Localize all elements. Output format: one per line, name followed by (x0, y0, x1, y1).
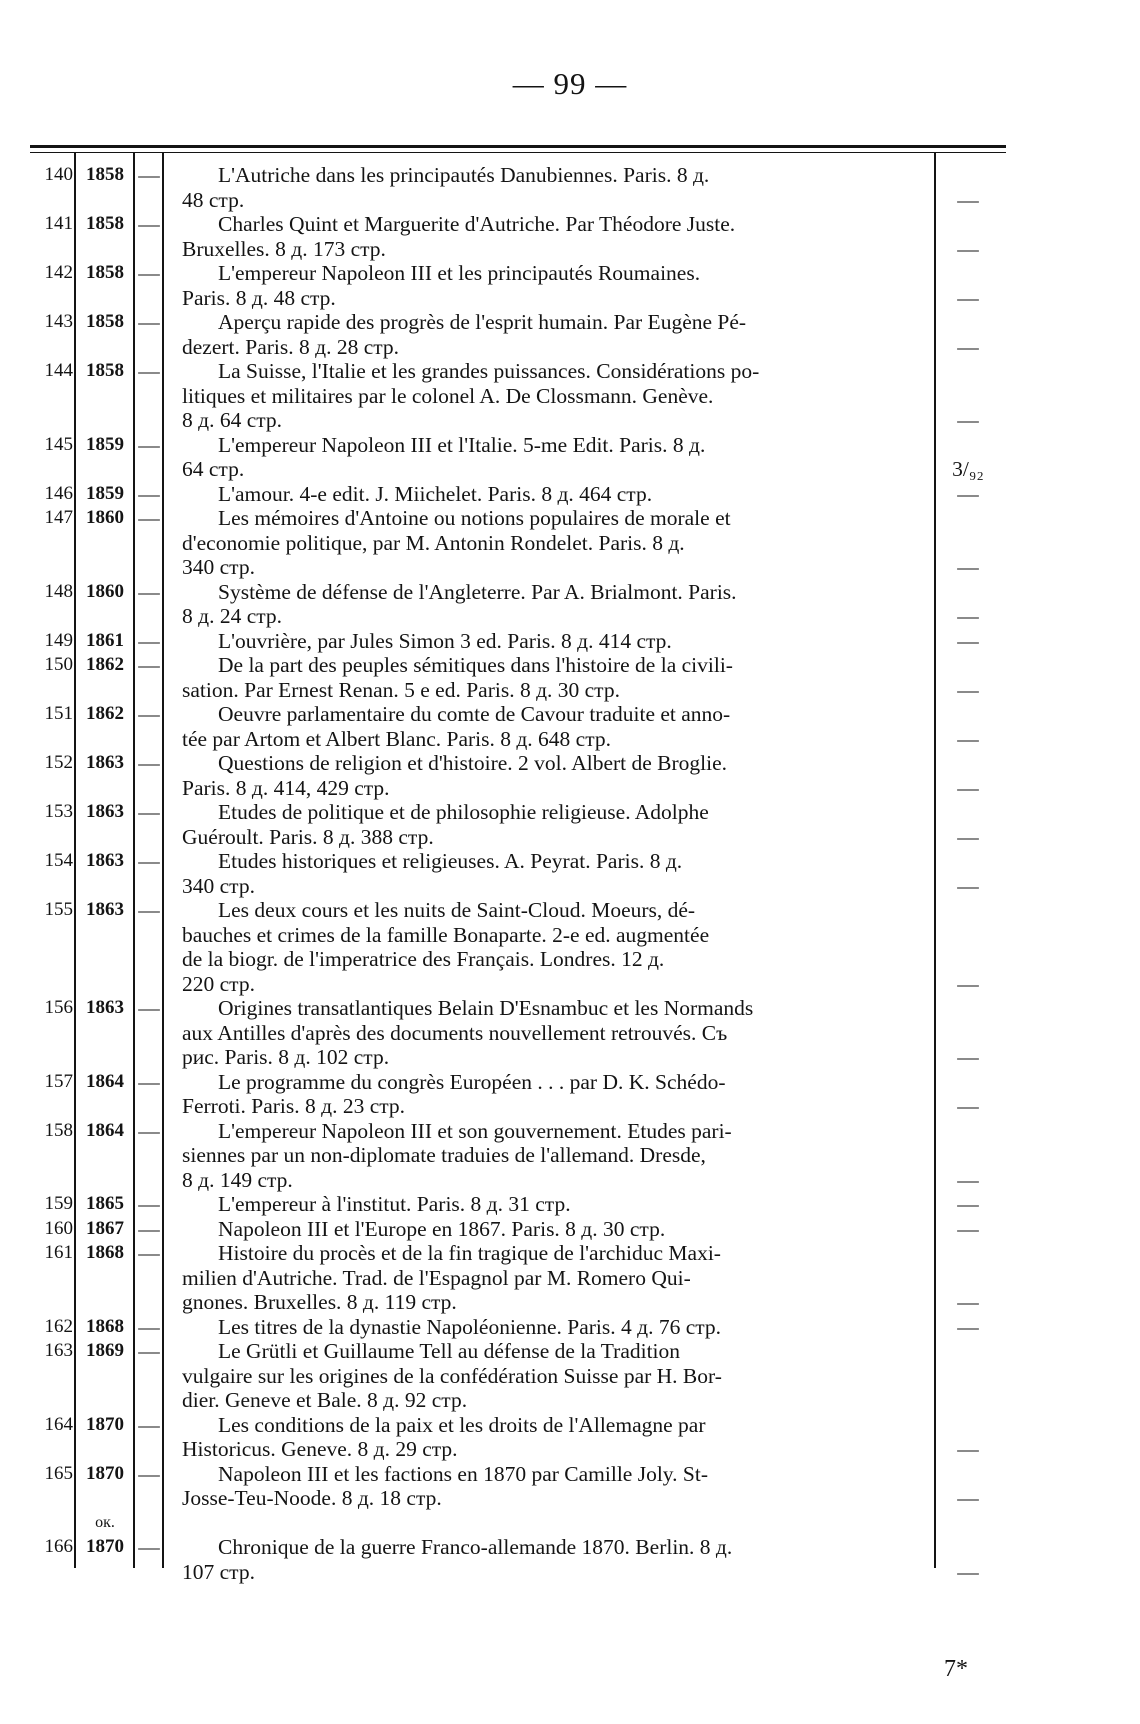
catalog-entry (0, 1339, 1140, 1413)
entry-text-line: рис. Paris. 8 д. 102 стр. (182, 1045, 390, 1069)
entry-number: 142 (44, 262, 73, 283)
entry-mark: — (957, 775, 979, 800)
entry-dash: — (138, 849, 160, 873)
entry-number: 164 (44, 1413, 73, 1435)
entry-text-line: 48 стр. (182, 187, 245, 212)
entry-year: 1864 (86, 1070, 124, 1092)
catalog-entry (0, 1462, 1140, 1511)
entry-dash: — (138, 628, 160, 653)
entry-text-line: Bruxelles. 8 д. 173 стр. (182, 236, 386, 261)
entry-text-line: Les titres de la dynastie Napoléonienne. Paris. 4 д. 76 стр. (218, 1314, 722, 1339)
entry-year: 1858 (86, 262, 124, 283)
catalog-entry (0, 482, 1140, 507)
entry-mark: — (957, 236, 979, 261)
entry-mark: — (957, 1290, 979, 1314)
entry-text-line: 340 стр. (182, 555, 255, 579)
catalog-entry (0, 1315, 1140, 1340)
entry-dash: — (138, 506, 160, 530)
entry-year: 1858 (86, 311, 124, 332)
catalog-entry (0, 506, 1140, 580)
entry-text-line: 8 д. 64 стр. (182, 408, 283, 432)
entry-mark: — (957, 1045, 979, 1069)
entry-text-line: litiques et militaires par le colonel A. De Clossmann. Genève. (182, 383, 714, 408)
entry-number: 165 (44, 1462, 73, 1484)
catalog-entry (0, 800, 1140, 849)
catalog-entry (0, 359, 1140, 433)
entry-text-line: sation. Par Ernest Renan. 5 e ed. Paris. 8 д. 30 стр. (182, 677, 620, 702)
entry-year: 1869 (86, 1340, 124, 1361)
entry-year: 1868 (86, 1315, 124, 1337)
entry-text-line: Le Grütli et Guillaume Tell au défense de la Tradition (218, 1339, 681, 1363)
entry-text-line: L'empereur à l'institut. Paris. 8 д. 31 стр. (218, 1192, 571, 1216)
entry-year: 1863 (86, 752, 124, 773)
entry-number: 157 (44, 1070, 73, 1092)
catalog-entry (0, 1119, 1140, 1193)
entry-number: 143 (44, 311, 73, 332)
entry-number: 156 (44, 997, 73, 1018)
entry-dash: — (138, 1535, 160, 1559)
entry-dash: — (138, 1314, 160, 1339)
catalog-entry (0, 898, 1140, 996)
entry-dash: — (138, 1118, 160, 1143)
page-number: — 99 — (512, 66, 628, 101)
entry-mark: — (957, 1216, 979, 1241)
entry-text-line: Chronique de la guerre Franco-allemande 1870. Berlin. 8 д. (218, 1535, 733, 1559)
entry-text-line: Napoleon III et l'Europe en 1867. Paris. 8 д. 30 стр. (218, 1216, 666, 1241)
entry-dash: — (138, 1216, 160, 1241)
catalog-entry (0, 1070, 1140, 1119)
catalog-entries (0, 163, 1140, 1584)
catalog-entry (0, 1241, 1140, 1315)
entry-mark: — (957, 1167, 979, 1192)
entry-year: 1863 (86, 801, 124, 822)
catalog-entry (0, 212, 1140, 261)
entry-year: 1870 (86, 1462, 124, 1484)
catalog-entry (0, 629, 1140, 654)
entry-number: 140 (44, 164, 73, 185)
entry-text-line: Origines transatlantiques Belain D'Esnambuc et les Normands (218, 996, 754, 1020)
entry-text-line: Paris. 8 д. 48 стр. (182, 285, 336, 310)
entry-text-line: vulgaire sur les origines de la confédération Suisse par H. Bor- (182, 1363, 722, 1388)
entry-text-line: bauches et crimes de la famille Bonaparte. 2-e ed. augmentée (182, 922, 710, 947)
entry-text-line: Guéroult. Paris. 8 д. 388 стр. (182, 824, 434, 849)
entry-dash: — (138, 1192, 160, 1216)
entry-number: 154 (44, 850, 73, 871)
entry-mark: — (957, 628, 979, 653)
entry-dash: — (138, 653, 160, 677)
entry-year: 1864 (86, 1119, 124, 1141)
entry-mark: — (957, 1314, 979, 1339)
entry-dash: — (138, 261, 160, 285)
entry-number: 144 (44, 360, 73, 381)
entry-text-line: 220 стр. (182, 971, 255, 996)
entry-year: 1870 (86, 1413, 124, 1435)
entry-mark: — (957, 481, 979, 506)
catalog-entry (0, 163, 1140, 212)
entry-text-line: Les conditions de la paix et les droits de l'Allemagne par (218, 1412, 706, 1437)
entry-text-line: 107 стр. (182, 1559, 255, 1584)
entry-mark: — (957, 824, 979, 849)
catalog-entry (0, 261, 1140, 310)
entry-text-line: Paris. 8 д. 414, 429 стр. (182, 775, 390, 800)
entry-year: 1865 (86, 1193, 124, 1214)
entry-number: 162 (44, 1315, 73, 1337)
catalog-entry (0, 1192, 1140, 1217)
entry-year: 1859 (86, 433, 124, 455)
entry-mark: — (957, 1192, 979, 1216)
entry-year: 1860 (86, 580, 124, 602)
entry-text-line: Oeuvre parlamentaire du comte de Cavour traduite et anno- (218, 702, 731, 726)
entry-text-line: Questions de religion et d'histoire. 2 vol. Albert de Broglie. (218, 751, 728, 775)
entry-year: 1859 (86, 482, 124, 504)
entry-text-line: Etudes historiques et religieuses. A. Peyrat. Paris. 8 д. (218, 849, 683, 873)
entry-text-line: L'empereur Napoleon III et son gouvernement. Etudes pari- (218, 1118, 732, 1143)
entry-text-line: milien d'Autriche. Trad. de l'Espagnol par M. Romero Qui- (182, 1265, 691, 1290)
entry-dash: — (138, 702, 160, 726)
entry-year: 1863 (86, 850, 124, 871)
entry-mark: — (957, 971, 979, 996)
entry-dash: — (138, 359, 160, 383)
catalog-entry (0, 751, 1140, 800)
entry-year: 1870 (86, 1536, 124, 1557)
entry-text-line: 340 стр. (182, 873, 255, 898)
entry-text-line: La Suisse, l'Italie et les grandes puissances. Considérations po- (218, 359, 760, 383)
catalog-entry (0, 702, 1140, 751)
entry-dash: — (138, 432, 160, 457)
entry-mark: — (957, 1486, 979, 1510)
entry-year: 1863 (86, 899, 124, 920)
entry-mark: — (957, 1437, 979, 1461)
entry-text-line: Aperçu rapide des progrès de l'esprit humain. Par Eugène Pé- (218, 310, 747, 334)
entry-dash: — (138, 898, 160, 922)
entry-text-line: Histoire du procès et de la fin tragique de l'archiduc Maxi- (218, 1241, 721, 1265)
entry-year: 1860 (86, 507, 124, 528)
entry-dash: — (138, 1412, 160, 1437)
entry-year: 1863 (86, 997, 124, 1018)
entry-mark: — (957, 604, 979, 628)
entry-year: 1868 (86, 1242, 124, 1263)
catalog-entry (0, 310, 1140, 359)
catalog-entry (0, 996, 1140, 1070)
entry-dash: — (138, 1339, 160, 1363)
catalog-entry (0, 653, 1140, 702)
entry-text-line: Josse-Teu-Noode. 8 д. 18 стр. (182, 1486, 442, 1510)
entry-text-line: L'ouvrière, par Jules Simon 3 ed. Paris. 8 д. 414 стр. (218, 628, 672, 653)
entry-text-line: 8 д. 24 стр. (182, 604, 283, 628)
entry-dash: — (138, 751, 160, 775)
entry-text-line: de la biogr. de l'imperatrice des Français. Londres. 12 д. (182, 947, 665, 971)
entry-dash: — (138, 1241, 160, 1265)
entry-text-line: L'amour. 4-e edit. J. Miichelet. Paris. 8 д. 464 стр. (218, 481, 653, 506)
entry-text-line: 8 д. 149 стр. (182, 1167, 293, 1192)
entry-text-line: Les deux cours et les nuits de Saint-Cloud. Moeurs, dé- (218, 898, 696, 922)
entry-number: 160 (44, 1217, 73, 1239)
entry-number: 150 (44, 654, 73, 675)
entry-text-line: aux Antilles d'après des documents nouvellement retrouvés. Съ (182, 1020, 728, 1045)
entry-number: 161 (44, 1242, 73, 1263)
entry-text-line: Napoleon III et les factions en 1870 par Camille Joly. St- (218, 1461, 708, 1486)
entry-dash: — (138, 310, 160, 334)
entry-mark: — (957, 1559, 979, 1584)
entry-text-line: dezert. Paris. 8 д. 28 стр. (182, 334, 400, 359)
entry-text-line: gnones. Bruxelles. 8 д. 119 стр. (182, 1290, 457, 1314)
entry-number: 159 (44, 1193, 73, 1214)
entry-text-line: Etudes de politique et de philosophie religieuse. Adolphe (218, 800, 709, 824)
catalog-entry (0, 1413, 1140, 1462)
entry-mark: — (957, 408, 979, 432)
entry-text-line: siennes par un non-diplomate traduies de l'allemand. Dresde, (182, 1143, 706, 1167)
catalog-entry (0, 580, 1140, 629)
entry-number: 146 (44, 482, 73, 504)
entry-number: 155 (44, 899, 73, 920)
entry-mark: — (957, 677, 979, 702)
entry-year: 1858 (86, 164, 124, 185)
entry-mark: — (957, 285, 979, 310)
entry-text-line: Ferroti. Paris. 8 д. 23 стр. (182, 1094, 406, 1118)
header-rule-thin (30, 152, 1006, 153)
entry-text-line: Les mémoires d'Antoine ou notions populaires de morale et (218, 506, 731, 530)
entry-mark: — (957, 873, 979, 898)
entry-mark: — (957, 334, 979, 359)
entry-text-line: tée par Artom et Albert Blanc. Paris. 8 д. 648 стр. (182, 726, 612, 751)
entry-text-line: d'economie politique, par M. Antonin Rondelet. Paris. 8 д. (182, 530, 685, 555)
entry-dash: — (138, 800, 160, 824)
entry-text-line: 64 стр. (182, 457, 245, 481)
entry-number: 166 (44, 1536, 73, 1557)
entry-number: 163 (44, 1340, 73, 1361)
entry-text-line: Système de défense de l'Angleterre. Par A. Brialmont. Paris. (218, 579, 737, 604)
entry-text-line: L'empereur Napoleon III et les principautés Roumaines. (218, 261, 701, 285)
entry-year: 1858 (86, 213, 124, 234)
entry-number: 149 (44, 629, 73, 651)
entry-year: 1862 (86, 703, 124, 724)
entry-dash: — (138, 163, 160, 187)
entry-year: 1867 (86, 1217, 124, 1239)
entry-dash: — (138, 996, 160, 1020)
entry-year: 1861 (86, 629, 124, 651)
entry-dash: — (138, 212, 160, 236)
entry-number: 158 (44, 1119, 73, 1141)
entry-text-line: De la part des peuples sémitiques dans l'histoire de la civili- (218, 653, 733, 677)
entry-number: 152 (44, 752, 73, 773)
entry-mark: — (957, 187, 979, 212)
catalog-entry (0, 849, 1140, 898)
entry-dash: — (138, 1461, 160, 1486)
catalog-entry (0, 433, 1140, 482)
entry-text-line: Historicus. Geneve. 8 д. 29 стр. (182, 1437, 458, 1461)
entry-year: 1862 (86, 654, 124, 675)
entry-mark: — (957, 555, 979, 579)
entry-dash: — (138, 1069, 160, 1094)
entry-text-line: L'Autriche dans les principautés Danubiennes. Paris. 8 д. (218, 163, 710, 187)
entry-number: 147 (44, 507, 73, 528)
entry-mark: — (957, 1094, 979, 1118)
entry-dash: — (138, 579, 160, 604)
entry-number: 151 (44, 703, 73, 724)
entry-number: 141 (44, 213, 73, 234)
entry-text-line: L'empereur Napoleon III et l'Italie. 5-me Edit. Paris. 8 д. (218, 432, 706, 457)
catalog-entry (0, 1511, 1140, 1585)
entry-text-line: Le programme du congrès Européen . . . par D. K. Schédo- (218, 1069, 726, 1094)
entry-number: 153 (44, 801, 73, 822)
footer-signature-mark: 7* (944, 1656, 968, 1682)
entry-year-note: ок. (95, 1513, 115, 1531)
entry-mark: 3/₉₂ (952, 457, 984, 481)
entry-dash: — (138, 481, 160, 506)
catalog-entry (0, 1217, 1140, 1242)
entry-text-line: dier. Geneve et Bale. 8 д. 92 стр. (182, 1388, 468, 1412)
entry-number: 148 (44, 580, 73, 602)
entry-number: 145 (44, 433, 73, 455)
entry-year: 1858 (86, 360, 124, 381)
entry-text-line: Charles Quint et Marguerite d'Autriche. Par Théodore Juste. (218, 212, 736, 236)
header-rule-thick (30, 145, 1006, 148)
entry-mark: — (957, 726, 979, 751)
